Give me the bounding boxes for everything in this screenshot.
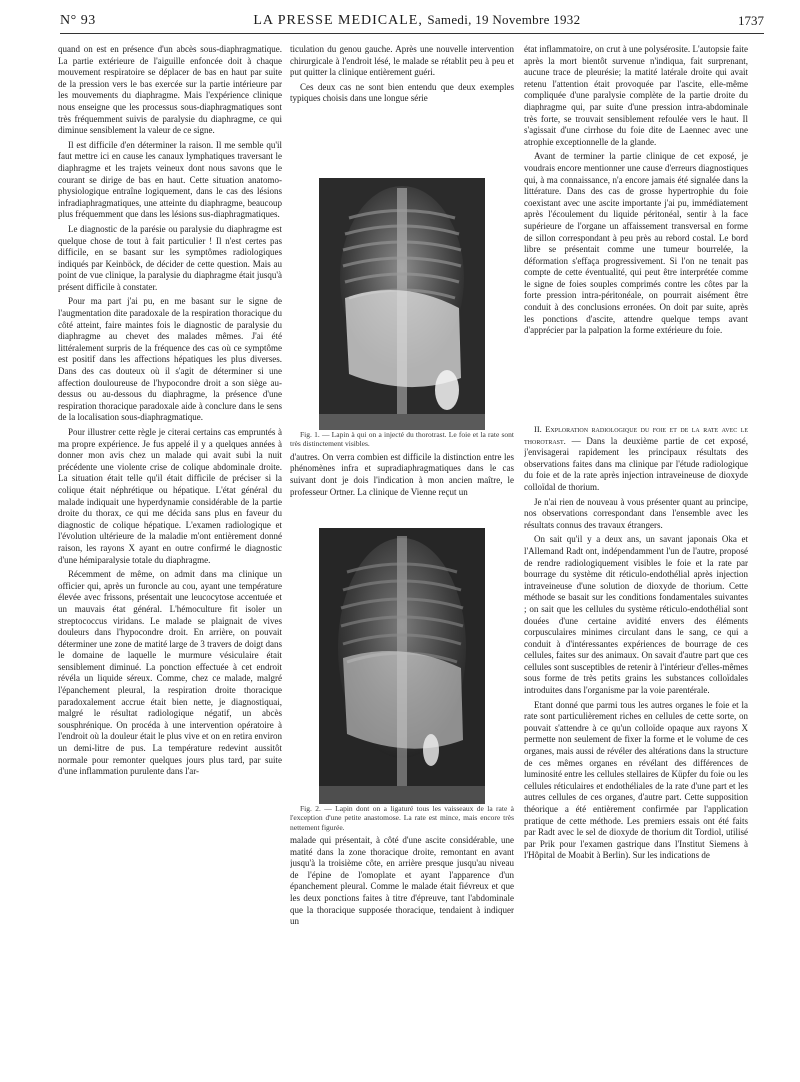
figure-1-caption: Fig. 1. — Lapin à qui on a injecté du thorotrast. Le foie et la rate sont très distinctement visibles. xyxy=(290,430,514,449)
issue-number: N° 93 xyxy=(60,13,96,28)
paragraph: Etant donné que parmi tous les autres organes le foie et la rate sont particulièrement riches en cellules de cette sorte, on pouvait s'attendre à ce qu'un colloïde opaque aux rayons X permette non seulement de fixer la forme et le volume de ces organes, mais aussi de révéler des altérations dans la structure de ces mêmes organes en révélant des différences de luminosité entre les cellules stellaires de Küpfer du foie ou les cellules réticulaires et endothéliales de la rate d'une part et les autres cellules de ces organes, d'autre part. Cette supposition théorique a été entièrement confirmée par l'application pratique de cette méthode. Les premiers essais ont été faits par Radt avec le sel de dioxyde de thorium dit Tordiol, utilisé par Prik pour l'examen gastrique dans l'Institut Siemens à l'Hôpital de Moabit à Berlin). Sur les indications de xyxy=(524,699,748,861)
section-heading-paragraph xyxy=(524,424,748,494)
paragraph: Le diagnostic de la parésie ou paralysie du diaphragme est quelque chose de tout à fait particulier ! Il n'est certes pas difficile, en se basant sur les symptômes radiologiques indiqués par Keinböck, de décider de cette question. Mais au point de vue clinique, la paralysie du diaphragme était jusqu'à présent difficile à constater. xyxy=(58,223,282,292)
section-intro: — Dans la deuxième partie de cet exposé, j'envisagerai rapidement les principaux résultats des observations faites dans ma clinique par l'étude radiologique du foie et de la rate après injection intraveineuse de dioxyde colloïdal de thorium. xyxy=(524,435,748,492)
column-2-top-text xyxy=(290,44,514,172)
page-header xyxy=(60,6,764,34)
paragraph: Ces deux cas ne sont bien entendu que deux exemples typiques choisis dans une longue série xyxy=(290,81,514,104)
xray-rabbit-ligated-spleen xyxy=(319,528,485,804)
paragraph: Pour ma part j'ai pu, en me basant sur le signe de l'augmentation dite paradoxale de la respiration thoracique du côté atteint, faire maintes fois le diagnostic de paralysie du diaphragme au chevet des malades mêmes. J'ai été littéralement surpris de la fréquence des cas où ce symptôme est positif dans les affections hépatiques les plus diverses. Dans des cas douteux où il s'agit de déterminer si une affection douloureuse de l'hypocondre droit a son siège au-dessus ou au-dessous du diaphragme, la présence d'une respiration thoracique paradoxale aide à conclure dans le sens de la localisation sous-diaphragmatique. xyxy=(58,296,282,423)
section-title: II. Exploration radiologique du foie et de la rate avec le thorotrast. xyxy=(524,424,748,446)
issue-date: Samedi, 19 Novembre 1932 xyxy=(427,12,581,27)
text-column-2 xyxy=(290,44,514,1066)
paragraph: état inflammatoire, on crut à une polysérosite. L'autopsie faite après la mort bientôt survenue n'indiqua, fait surprenant, aucune trace de pleurésie; la matité latérale droite qui avait retenu l'attention était provoquée par l'ascite, elle-même compliquée d'une paralysie complète de la partie droite du diaphragme qui, par suite d'une pression intra-abdominale très forte, se trouvait sensiblement refoulée vers le haut. Il s'agissait d'une cirrhose du foie dite de Laennec avec une atrophie exceptionnelle de la glande. xyxy=(524,44,748,147)
text-column-1 xyxy=(58,44,282,1066)
paragraph: quand on est en présence d'un abcès sous-diaphragmatique. La partie extérieure de l'aiguille enfoncée doit à chaque mouvement respiratoire se déplacer de bas en haut par suite de la pression vers le bas exercée sur la partie intérieure par les mouvements du diaphragme. Mais l'expérience clinique nous enseigne que les processus sous-diaphragmatiques sont très fréquemment suivis de paralysie du diaphragme, ce qui diminue sensiblement la valeur de ce signe. xyxy=(58,44,282,136)
paragraph: On sait qu'il y a deux ans, un savant japonais Oka et l'Allemand Radt ont, indépendamment l'un de l'autre, proposé de rendre radiologiquement visibles le foie et la rate par bourrage du système dit réticulo-endothélial après injection intraveineuse d'une solution de dioxyde de thorium. Cette méthode se basait sur les conditions fondamentales suivantes ; on sait que les cellules du système réticulo-endothélial sont douées d'une certaine avidité envers des éléments corpusculaires minimes circulant dans le sang, ce qui a conduit à d'intéressantes expériences de bourrage de ces cellules, faites sur des animaux. On savait d'autre part que ces cellules sont susceptibles de retenir à l'intérieur d'elles-mêmes sous forme de très petits grains les substances colloïdales introduites dans l'organisme par la voie parentérale. xyxy=(524,534,748,696)
text-column-3 xyxy=(524,44,748,1066)
paragraph: malade qui présentait, à côté d'une ascite considérable, une matité dans la zone thoracique droite, remontant en avant jusqu'à la troisième côte, en arrière presque jusqu'au niveau de l'épine de l'omoplate et ayant l'apparence d'un épanchement pleural. Comme le malade était fiévreux et que les deux ponctions faites à titre d'épreuve, tant l'abdominale que la thoracique supposée thoracique, tendaient à indiquer un xyxy=(290,835,514,927)
paragraph: Pour illustrer cette règle je citerai certains cas empruntés à ma propre expérience. Je fus appelé il y a quelques années à donner mon avis chez un malade qui avait subi la nuit précédente une violente crise de colique abdominale droite. La situation était telle qu'il était difficile de préciser si la colique était néphrétique ou hépatique. L'état général du malade indiquait une hyperdynamie considérable de la partie droite du thorax, ce qui me décida sans plus en faveur du diagnostic de colique hépatique. L'examen radiologique et l'évolution ultérieure de la maladie m'ont entièrement donné raison, les rayons X ayant en outre confirmé le diagnostic d'une hémiparalysie totale du diaphragme. xyxy=(58,427,282,565)
paragraph: Il est difficile d'en déterminer la raison. Il me semble qu'il faut mettre ici en cause les canaux lymphatiques traversant le diaphragme et les trajets veineux dont nous savons que le courant se dirige de bas en haut. Cette situation anatomo-physiologique entraîne logiquement, dans le cas des lésions infradiaphragmatiques, une atteinte du diaphragme, beaucoup plus fréquemment que dans les lésions sus-diaphragmatiques. xyxy=(58,139,282,220)
column-2-middle-text xyxy=(290,452,514,522)
figure-2-caption: Fig. 2. — Lapin dont on a ligaturé tous les vaisseaux de la rate à l'exception d'une petite anastomose. La rate est mince, mais encore très nettement figurée. xyxy=(290,803,514,832)
journal-title: LA PRESSE MEDICALE, xyxy=(253,13,423,28)
page-number: 1737 xyxy=(737,13,764,28)
paragraph: ticulation du genou gauche. Après une nouvelle intervention chirurgicale à l'endroit lésé, le malade se rétablit peu à peu et put quitter la clinique entièrement guéri. xyxy=(290,44,514,78)
column-3-radiology-section xyxy=(524,424,748,1044)
paragraph: Je n'ai rien de nouveau à vous présenter quant au principe, nos observations correspondant dans l'ensemble avec les résultats connus des travaux étrangers. xyxy=(524,496,748,530)
paragraph: d'autres. On verra combien est difficile la distinction entre les phénomènes infra et supradiaphragmatiques dans le cas suivant dont je dois l'indication à mon ancien maître, le professeur Ortner. La clinique de Vienne reçut un xyxy=(290,451,514,497)
column-3-clinical-text xyxy=(524,44,748,424)
xray-rabbit-liver-spleen xyxy=(319,178,485,430)
figure-1-xray-image xyxy=(319,178,485,430)
paragraph: Avant de terminer la partie clinique de cet exposé, je voudrais encore mentionner une cause d'erreurs diagnostiques qui, à ma connaissance, n'a encore jamais été signalée dans la littérature. Dans des cas de grosse hypertrophie du foie coexistant avec une ascite importante j'ai pu, immédiatement après l'écoulement du liquide péritonéal, sentir à la face supérieure de l'organe un affaissement transversal en forme de sillon correspondant à peu près au rebord costal. Le bord libre se présentait comme une tumeur bourrelée, la déformation s'effaça progressivement. Si l'on ne tenait pas compte de cette éventualité, qui peut être interprétée comme le signe de foies souples comprimés contre les côtes par la forte pression intra-péritonéale, on pourrait aisément être conduit à des conclusions erronées. On doit par suite, après les ponctions d'ascite, attendre quelque temps avant d'apprécier par la palpation la forme extérieure du foie. xyxy=(524,151,748,336)
journal-title-line xyxy=(253,12,580,29)
figure-2-xray-image xyxy=(319,528,485,804)
column-2-bottom-text xyxy=(290,835,514,973)
paragraph: Récemment de même, on admit dans ma clinique un officier qui, après un furoncle au cou, ayant une température élevée avec frissons, présentait une leucocytose accentuée et un mauvais état général. L'hémoculture fit isoler un streptococcus viridans. Le malade se plaignait de vives douleurs dans l'hypocondre droit. En arrière, on pouvait déterminer une zone de matité large de 3 travers de doigt dans le domaine de laquelle le murmure vésiculaire était sensiblement diminué. La ponction effectuée à cet endroit révéla un liquide séreux. Comme, chez ce malade, malgré l'épanchement pleural, la respiration droite thoracique paradoxalement accrue était bien nette, je diagnostiquai, malgré le résultat radiologique négatif, un abcès sousphrénique. On procéda à une intervention opératoire à l'endroit où la douleur était le plus vive et on en retira environ un demi-litre de pus. La température redevint aussitôt normale pour remonter quelques jours plus tard, par suite d'une inflammation purulente dans l'ar- xyxy=(58,569,282,777)
